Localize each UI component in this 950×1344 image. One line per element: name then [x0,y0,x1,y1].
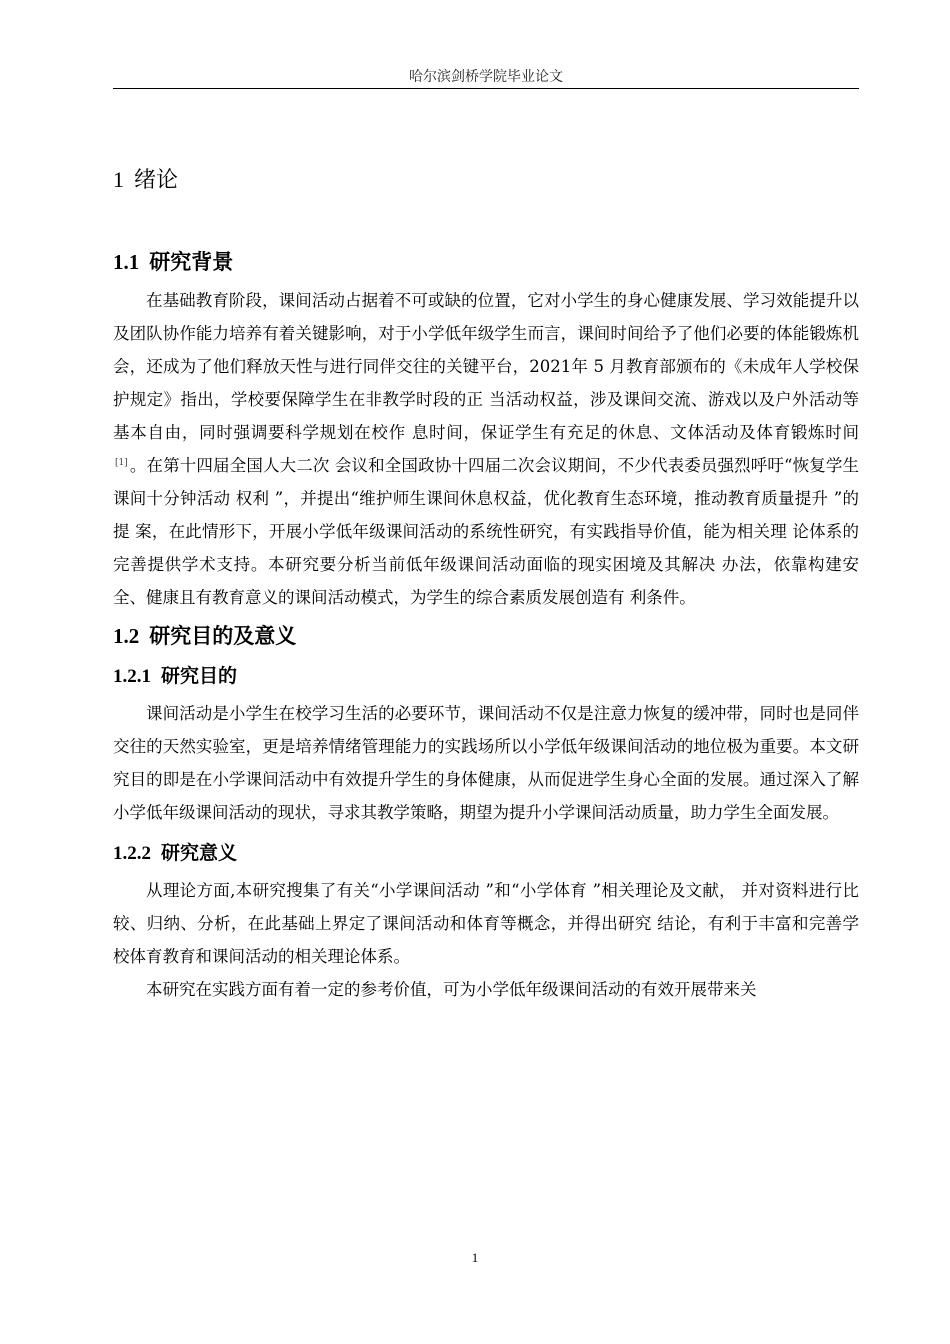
paragraph-text: 在基础教育阶段，课间活动占据着不可或缺的位置，它对小学生的身心健康发展、学习效能提升以及团队协作能力培养有着关键影响，对于小学低年级学生而言，课间时间给予了他们必要的体能锻炼机会，还成为了他们释放天性与进行同伴交往的关键平台，2021年 5 月教育部颁布的《未成年人学校保护规定》指出，学校要保障学生在非教学时段的正 当活动权益，涉及课间交流、游戏以及户外活动等基本自由，同时强调要科学规划在校作 息时间，保证学生有充足的休息、文体活动及体育锻炼时间 [113,291,859,442]
section-number: 1.2 [113,624,140,648]
chapter-title: 绪论 [134,168,179,193]
header-rule [113,88,859,89]
section-1-2-heading [113,618,859,654]
citation-marker[interactable]: [1] [115,457,128,468]
section-title: 研究目的 [161,665,238,687]
theory-significance-paragraph: 从理论方面,本研究搜集了有关“小学课间活动 ”和“小学体育 ”相关理论及文献， 并对资料进行比较、归纳、分析，在此基础上界定了课间活动和体育等概念，并得出研究 结论，有利于丰富和完善学校体育教育和课间活动的相关理论体系。 [113,881,859,966]
paragraph-text: 。在第十四届全国人大二次 会议和全国政协十四届二次会议期间，不少代表委员强烈呼吁“恢复学生课间十分钟活动 权利 ”，并提出“维护师生课间休息权益，优化教育生态环境，推动教育质量提升 ”的提 案，在此情形下，开展小学低年级课间活动的系统性研究，有实践指导价值，能为相关理 论体系的完善提供学术支持。本研究要分析当前低年级课间活动面临的现实困境及其解决 办法，依靠构建安全、健康且有教育意义的课间活动模式，为学生的综合素质发展创造有 利条件。 [113,456,859,607]
section-1-2-1-heading [113,658,859,695]
page-number: 1 [471,1250,479,1265]
practice-significance-paragraph: 本研究在实践方面有着一定的参考价值，可为小学低年级课间活动的有效开展带来关 [146,980,757,999]
spacer [113,200,859,244]
section-1-1-heading [113,244,859,280]
chapter-heading [113,160,859,200]
section-number: 1.2.1 [113,666,151,687]
section-number: 1.2.2 [113,843,151,864]
purpose-paragraph: 课间活动是小学生在校学习生活的必要环节，课间活动不仅是注意力恢复的缓冲带，同时也是同伴交往的天然实验室，更是培养情绪管理能力的实践场所以小学低年级课间活动的地位极为重要。本文研究目的即是在小学课间活动中有效提升学生的身体健康，从而促进学生身心全面的发展。通过深入了解小学低年级课间活动的现状，寻求其教学策略，期望为提升小学课间活动质量，助力学生全面发展。 [113,704,859,822]
section-title: 研究意义 [161,842,238,864]
section-1-2-2-heading [113,835,859,872]
section-number: 1.1 [113,250,140,274]
running-header: 哈尔滨剑桥学院毕业论文 [409,69,563,85]
section-title: 研究背景 [149,250,234,274]
page-body [113,160,859,1006]
background-paragraph [113,284,859,614]
chapter-number: 1 [113,167,124,192]
section-title: 研究目的及意义 [149,624,297,648]
